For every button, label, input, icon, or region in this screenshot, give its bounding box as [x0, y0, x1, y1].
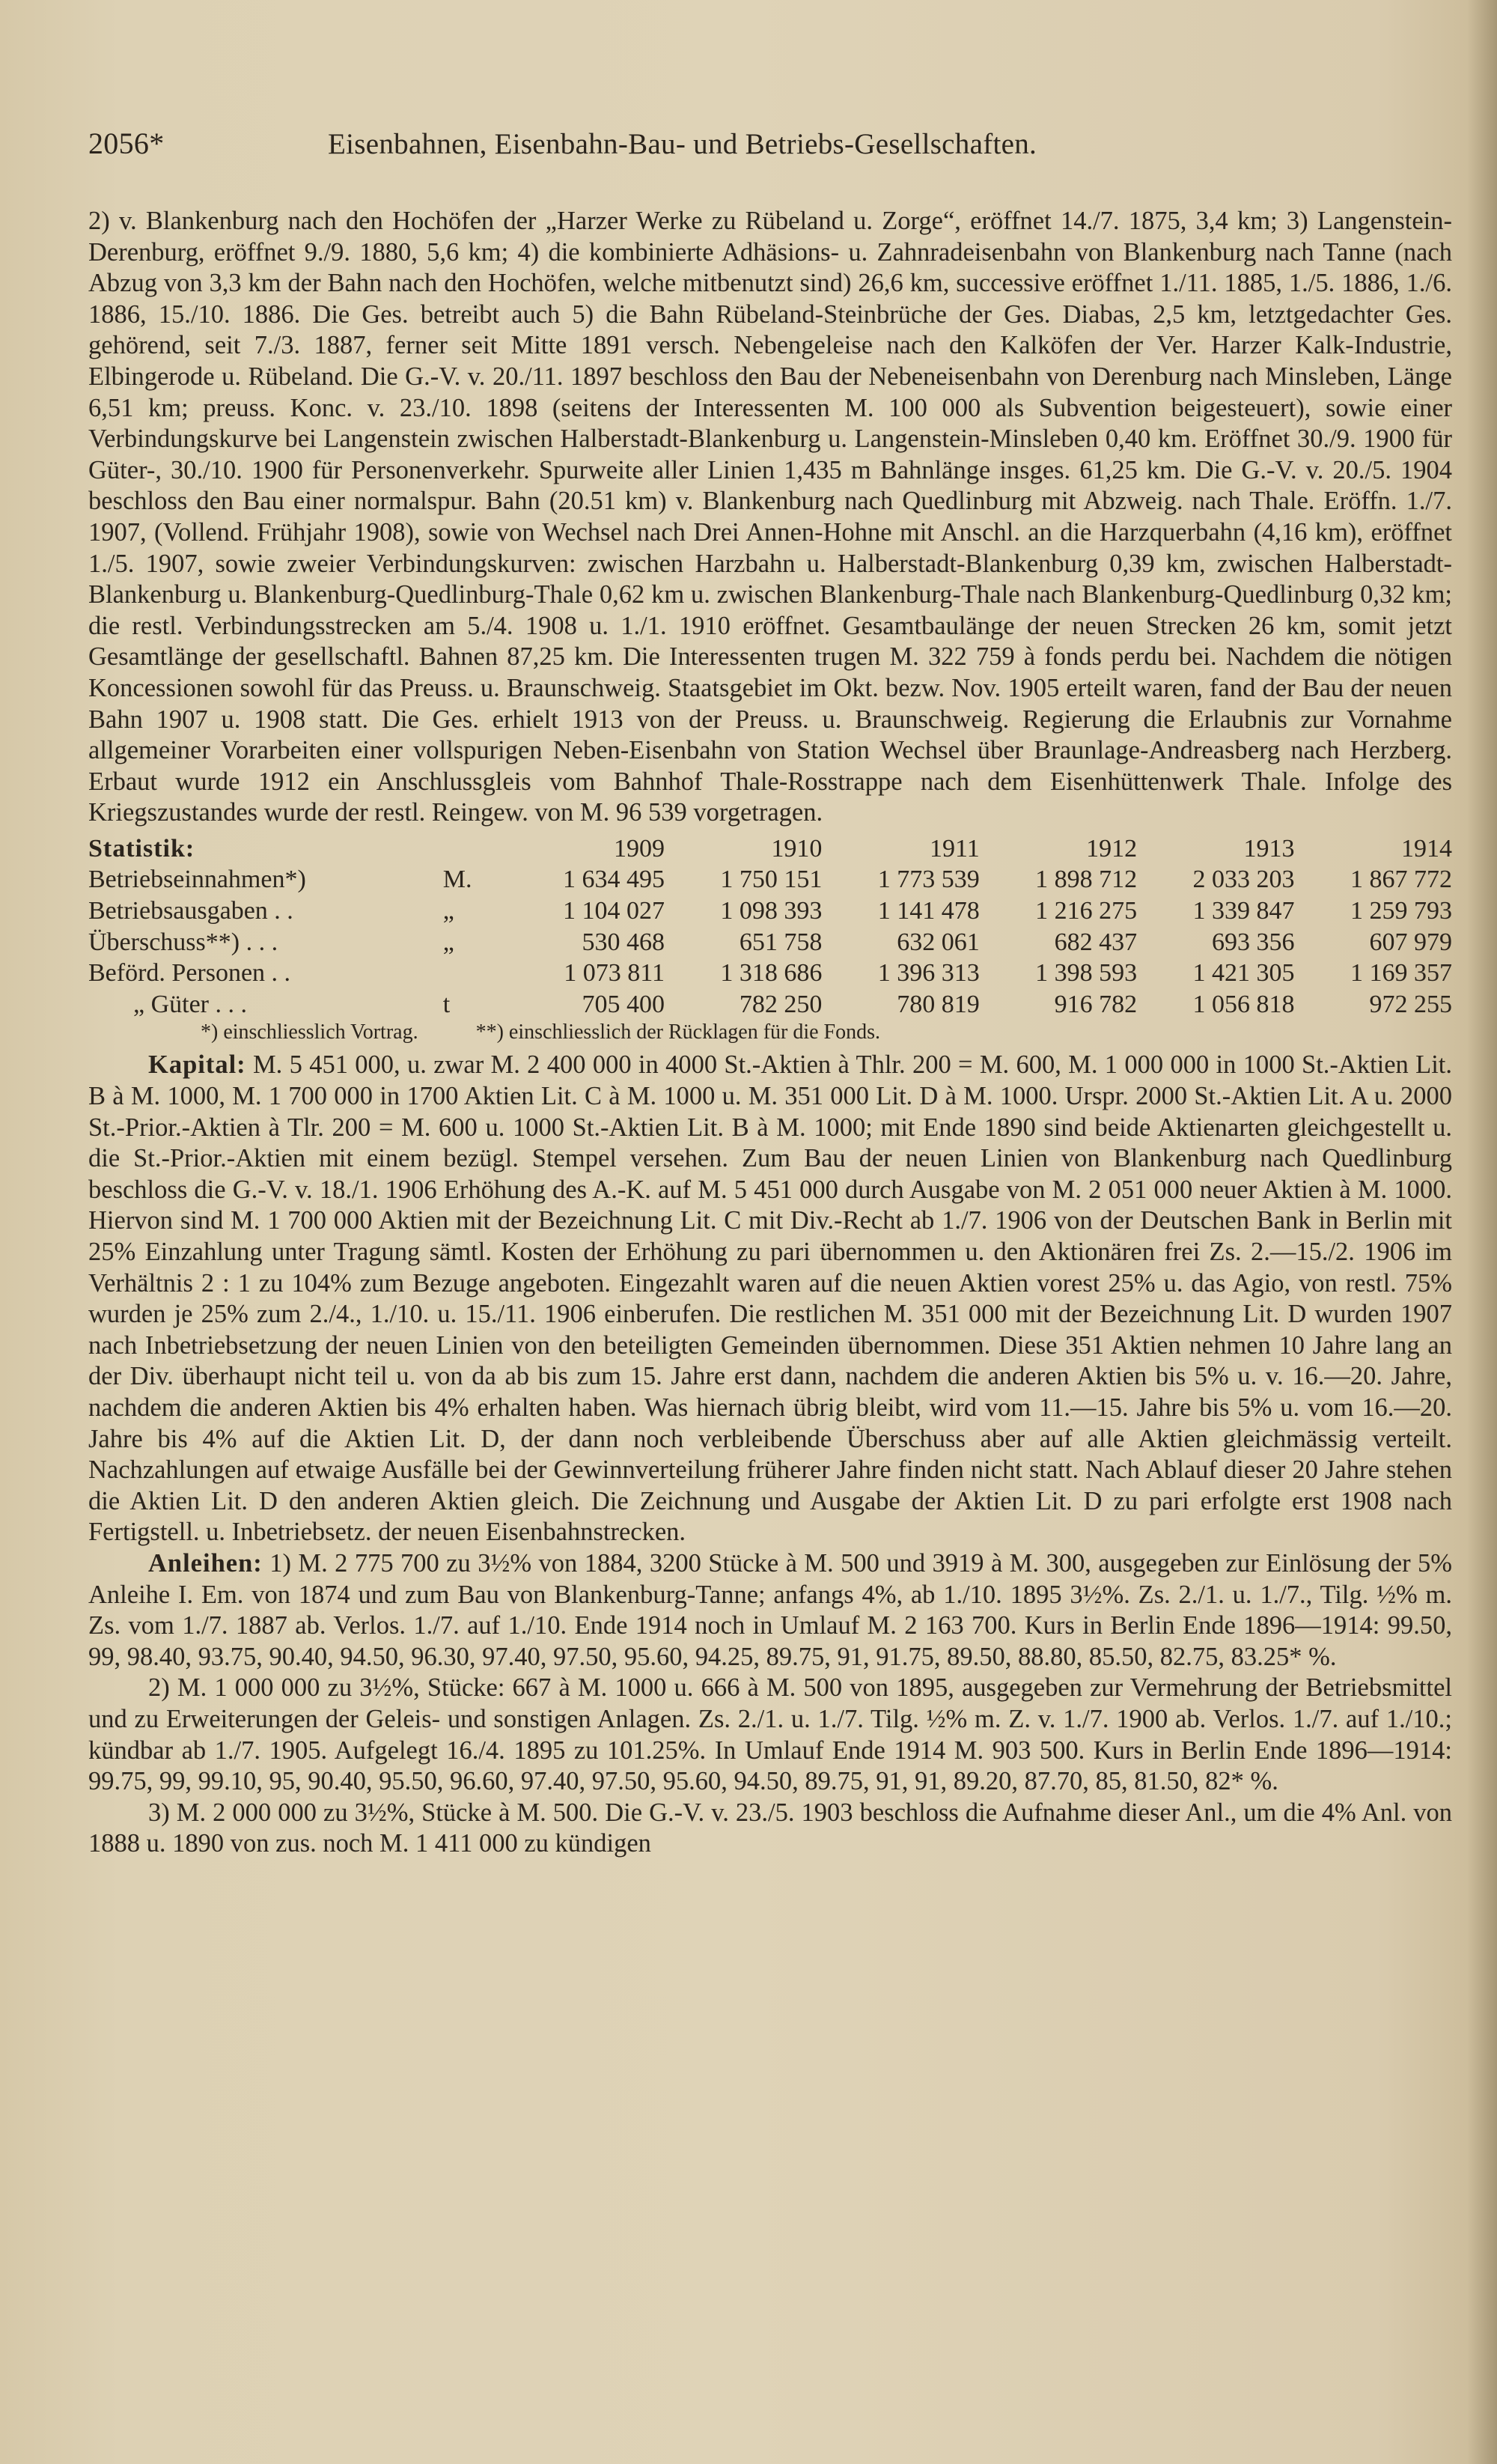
table-cell: 1 141 478: [877, 897, 980, 925]
body-text: [88, 206, 1452, 829]
table-cell: 1 396 313: [877, 959, 980, 988]
year-cell: 1909: [613, 834, 665, 863]
table-cell: 1 056 818: [1192, 990, 1295, 1018]
table-cell: 1 318 686: [720, 959, 823, 988]
anleihen-label: Anleihen:: [148, 1548, 263, 1578]
row-label: „ Güter . . .: [133, 990, 248, 1018]
table-cell: 693 356: [1212, 928, 1295, 956]
table-cell: 682 437: [1054, 928, 1138, 956]
table-cell: 1 421 305: [1192, 959, 1295, 988]
kapital-label: Kapital:: [148, 1050, 246, 1080]
table-cell: 705 400: [582, 990, 665, 1018]
anleihen-text-1: 1) M. 2 775 700 zu 3½% von 1884, 3200 Stücke à M. 500 und 3919 à M. 300, ausgegeben zur Einlösung der 5% Anleihe I. Em. von 1874 und zum Bau von Blankenburg-Tanne; anfangs 4%, ab 1./10. 1895 3½%. Zs. 2./1. u. 1./7., Tilg. ½% m. Zs. vom 1./7. 1887 ab. Verlos. 1./7. auf 1./10. Ende 1914 noch in Umlauf M. 2 163 700. Kurs in Berlin Ende 1896—1914: 99.50, 99, 98.40, 93.75, 90.40, 94.50, 96.30, 97.40, 97.50, 95.60, 94.25, 89.75, 91, 91.75, 89.50, 88.80, 85.50, 82.75, 83.25* %.: [88, 1548, 1453, 1671]
year-cell: 1912: [1086, 834, 1138, 863]
table-cell: 1 098 393: [720, 897, 823, 925]
statistik-heading: Statistik:: [88, 834, 195, 863]
page-number: 2056*: [88, 127, 165, 160]
table-cell: 1 216 275: [1035, 897, 1138, 925]
table-cell: 1 104 027: [562, 897, 665, 925]
footnote: *) einschliesslich Vortrag.: [201, 1020, 418, 1044]
table-row: [88, 864, 1452, 895]
year-cell: 1911: [930, 834, 980, 863]
row-label: Überschuss**) . . .: [88, 928, 278, 956]
statistik-footnotes: [201, 1020, 1452, 1045]
table-cell: 972 255: [1369, 990, 1452, 1018]
anleihen-paragraph-3: 3) M. 2 000 000 zu 3½%, Stücke à M. 500. Die G.-V. v. 23./5. 1903 beschloss die Aufnahme dieser Anl., um die 4% Anl. von 1888 u. 1890 von zus. noch M. 1 411 000 zu kündigen: [88, 1798, 1452, 1858]
row-unit: „: [442, 897, 454, 925]
kapital-paragraph: [88, 1050, 1452, 1548]
statistik-table: [88, 833, 1452, 1046]
table-row: [88, 958, 1452, 989]
table-cell: 1 634 495: [562, 866, 665, 894]
table-cell: 916 782: [1054, 990, 1138, 1018]
page-header: [88, 126, 1452, 161]
table-cell: 1 773 539: [877, 866, 980, 894]
table-row: [88, 989, 1452, 1020]
table-cell: 1 898 712: [1035, 866, 1138, 894]
year-cell: 1910: [771, 834, 823, 863]
page-edge-shadow: [1467, 0, 1497, 2464]
row-unit: t: [442, 990, 451, 1018]
table-row: [88, 927, 1452, 958]
table-cell: 1 867 772: [1350, 866, 1452, 894]
row-label: Beförd. Personen . .: [88, 959, 291, 988]
table-cell: 632 061: [897, 928, 980, 956]
table-cell: 1 398 593: [1035, 959, 1138, 988]
footnote: **) einschliesslich der Rücklagen für die Fonds.: [475, 1020, 881, 1044]
table-cell: 651 758: [739, 928, 823, 956]
row-unit: „: [442, 928, 454, 956]
year-cell: 1914: [1401, 834, 1452, 863]
table-cell: 1 339 847: [1192, 897, 1295, 925]
running-head: Eisenbahnen, Eisenbahn-Bau- und Betriebs-Gesellschaften.: [328, 128, 1037, 160]
statistik-header-row: [88, 833, 1452, 865]
table-cell: 530 468: [582, 928, 665, 956]
row-label: Betriebsausgaben . .: [88, 897, 293, 925]
kapital-section: [88, 1050, 1452, 1859]
table-cell: 607 979: [1369, 928, 1452, 956]
table-cell: 782 250: [739, 990, 823, 1018]
intro-paragraph: 2) v. Blankenburg nach den Hochöfen der „Harzer Werke zu Rübeland u. Zorge“, eröffnet 14./7. 1875, 3,4 km; 3) Langenstein-Derenburg, eröffnet 9./9. 1880, 5,6 km; 4) die kombinierte Adhäsions- u. Zahnradeisenbahn von Blankenburg nach Tanne (nach Abzug von 3,3 km der Bahn nach den Hochöfen, welche mitbenutzt sind) 26,6 km, successive eröffnet 1./11. 1885, 1./5. 1886, 1./6. 1886, 15./10. 1886. Die Ges. betreibt auch 5) die Bahn Rübeland-Steinbrüche der Ges. Diabas, 2,5 km, letztgedachter Ges. gehörend, seit 7./3. 1887, ferner seit Mitte 1891 versch. Nebengeleise nach den Kalköfen der Ver. Harzer Kalk-Industrie, Elbingerode u. Rübeland. Die G.-V. v. 20./11. 1897 beschloss den Bau der Nebeneisenbahn von Derenburg nach Minsleben, Länge 6,51 km; preuss. Konc. v. 23./10. 1898 (seitens der Interessenten M. 100 000 als Subvention beigesteuert), sowie einer Verbindungskurve bei Langenstein zwischen Halberstadt-Blankenburg u. Langenstein-Minsleben 0,40 km. Eröffnet 30./9. 1900 für Güter-, 30./10. 1900 für Personenverkehr. Spurweite aller Linien 1,435 m Bahnlänge insges. 61,25 km. Die G.-V. v. 20./5. 1904 beschloss den Bau einer normalspur. Bahn (20.51 km) v. Blankenburg nach Quedlinburg mit Abzweig. nach Thale. Eröffn. 1./7. 1907, (Vollend. Frühjahr 1908), sowie von Wechsel nach Drei Annen-Hohne mit Anschl. an die Harzquerbahn (4,16 km), eröffnet 1./5. 1907, sowie zweier Verbindungskurven: zwischen Harzbahn u. Halberstadt-Blankenburg 0,39 km, zwischen Halberstadt-Blankenburg u. Blankenburg-Quedlinburg-Thale 0,62 km u. zwischen Blankenburg-Thale nach Blankenburg-Quedlinburg 0,32 km; die restl. Verbindungsstrecken am 5./4. 1908 u. 1./1. 1910 eröffnet. Gesamtbaulänge der neuen Strecken 26 km, somit jetzt Gesamtlänge der gesellschaftl. Bahnen 87,25 km. Die Interessenten trugen M. 322 759 à fonds perdu bei. Nachdem die nötigen Koncessionen sowohl für das Preuss. u. Braunschweig. Staatsgebiet im Okt. bezw. Nov. 1905 erteilt waren, fand der Bau der neuen Bahn 1907 u. 1908 statt. Die Ges. erhielt 1913 von der Preuss. u. Braunschweig. Regierung die Erlaubnis zur Vornahme allgemeiner Vorarbeiten einer vollspurigen Neben-Eisenbahn von Station Wechsel über Braunlage-Andreasberg nach Herzberg. Erbaut wurde 1912 ein Anschlussgleis vom Bahnhof Thale-Rosstrappe nach dem Eisenhüttenwerk Thale. Infolge des Kriegszustandes wurde der restl. Reingew. von M. 96 539 vorgetragen.: [88, 207, 1452, 827]
row-label: Betriebseinnahmen*): [88, 866, 306, 894]
table-row: [88, 895, 1452, 927]
year-cell: 1913: [1243, 834, 1295, 863]
table-cell: 1 169 357: [1350, 959, 1452, 988]
table-cell: 1 750 151: [720, 866, 823, 894]
kapital-text: M. 5 451 000, u. zwar M. 2 400 000 in 4000 St.-Aktien à Thlr. 200 = M. 600, M. 1 000 000 in 1000 St.-Aktien Lit. B à M. 1000, M. 1 700 000 in 1700 Aktien Lit. C à M. 1000 u. M. 351 000 Lit. D à M. 1000. Urspr. 2000 St.-Aktien Lit. A u. 2000 St.-Prior.-Aktien à Tlr. 200 = M. 600 u. 1000 St.-Aktien Lit. B à M. 1000; mit Ende 1890 sind beide Aktienarten gleichgestellt u. die St.-Prior.-Aktien mit einem bezügl. Stempel versehen. Zum Bau der neuen Linien von Blankenburg nach Quedlinburg beschloss die G.-V. v. 18./1. 1906 Erhöhung des A.-K. auf M. 5 451 000 durch Ausgabe von M. 2 051 000 neuer Aktien à M. 1000. Hiervon sind M. 1 700 000 Aktien mit der Bezeichnung Lit. C mit Div.-Recht ab 1./7. 1906 von der Deutschen Bank in Berlin mit 25% Einzahlung unter Tragung sämtl. Kosten der Erhöhung zu pari übernommen u. den Aktionären frei Zs. 2.—15./2. 1906 im Verhältnis 2 : 1 zu 104% zum Bezuge angeboten. Eingezahlt waren auf die neuen Aktien vorest 25% u. das Agio, von restl. 75% wurden je 25% zum 2./4., 1./10. u. 15./11. 1906 einberufen. Die restlichen M. 351 000 mit der Bezeichnung Lit. D wurden 1907 nach Inbetriebsetzung der neuen Linien von den beteiligten Gemeinden übernommen. Diese 351 Aktien nehmen 10 Jahre lang an der Div. überhaupt nicht teil u. von da ab bis zum 15. Jahre erst dann, nachdem die anderen Aktien bis 5% u. v. 16.—20. Jahre, nachdem die anderen Aktien bis 4% erhalten haben. Was hiernach übrig bleibt, wird vom 11.—15. Jahre bis 5% u. vom 16.—20. Jahre bis 4% auf die Aktien Lit. D, der dann noch verbleibende Überschuss aber auf alle Aktien gleichmässig verteilt. Nachzahlungen auf etwaige Ausfälle bei der Gewinnverteilung früherer Jahre finden nicht statt. Nach Ablauf dieser 20 Jahre stehen die Aktien Lit. D den anderen Aktien gleich. Die Zeichnung und Ausgabe der Aktien Lit. D zu pari erfolgte erst 1908 nach Fertigstell. u. Inbetriebsetz. der neuen Eisenbahnstrecken.: [88, 1050, 1452, 1547]
table-cell: 1 259 793: [1350, 897, 1452, 925]
row-unit: [443, 958, 507, 989]
anleihen-paragraph-2: 2) M. 1 000 000 zu 3½%, Stücke: 667 à M. 1000 u. 666 à M. 500 von 1895, ausgegeben zur Vermehrung der Betriebsmittel und zu Erweiterungen der Geleis- und sonstigen Anlagen. Zs. 2./1. u. 1./7. Tilg. ½% m. Z. v. 1./7. 1900 ab. Verlos. 1./7. auf 1./10.; kündbar ab 1./7. 1905. Aufgelegt 16./4. 1895 zu 101.25%. In Umlauf Ende 1914 M. 903 500. Kurs in Berlin Ende 1896—1914: 99.75, 99, 99.10, 95, 90.40, 95.50, 96.60, 97.40, 97.50, 95.60, 94.50, 89.75, 91, 91, 89.20, 87.70, 85, 81.50, 82* %.: [88, 1673, 1452, 1796]
table-cell: 2 033 203: [1192, 866, 1295, 894]
row-unit: M.: [442, 866, 472, 894]
table-cell: 780 819: [897, 990, 980, 1018]
anleihen-paragraph-1: [88, 1548, 1452, 1673]
table-cell: 1 073 811: [564, 959, 665, 988]
